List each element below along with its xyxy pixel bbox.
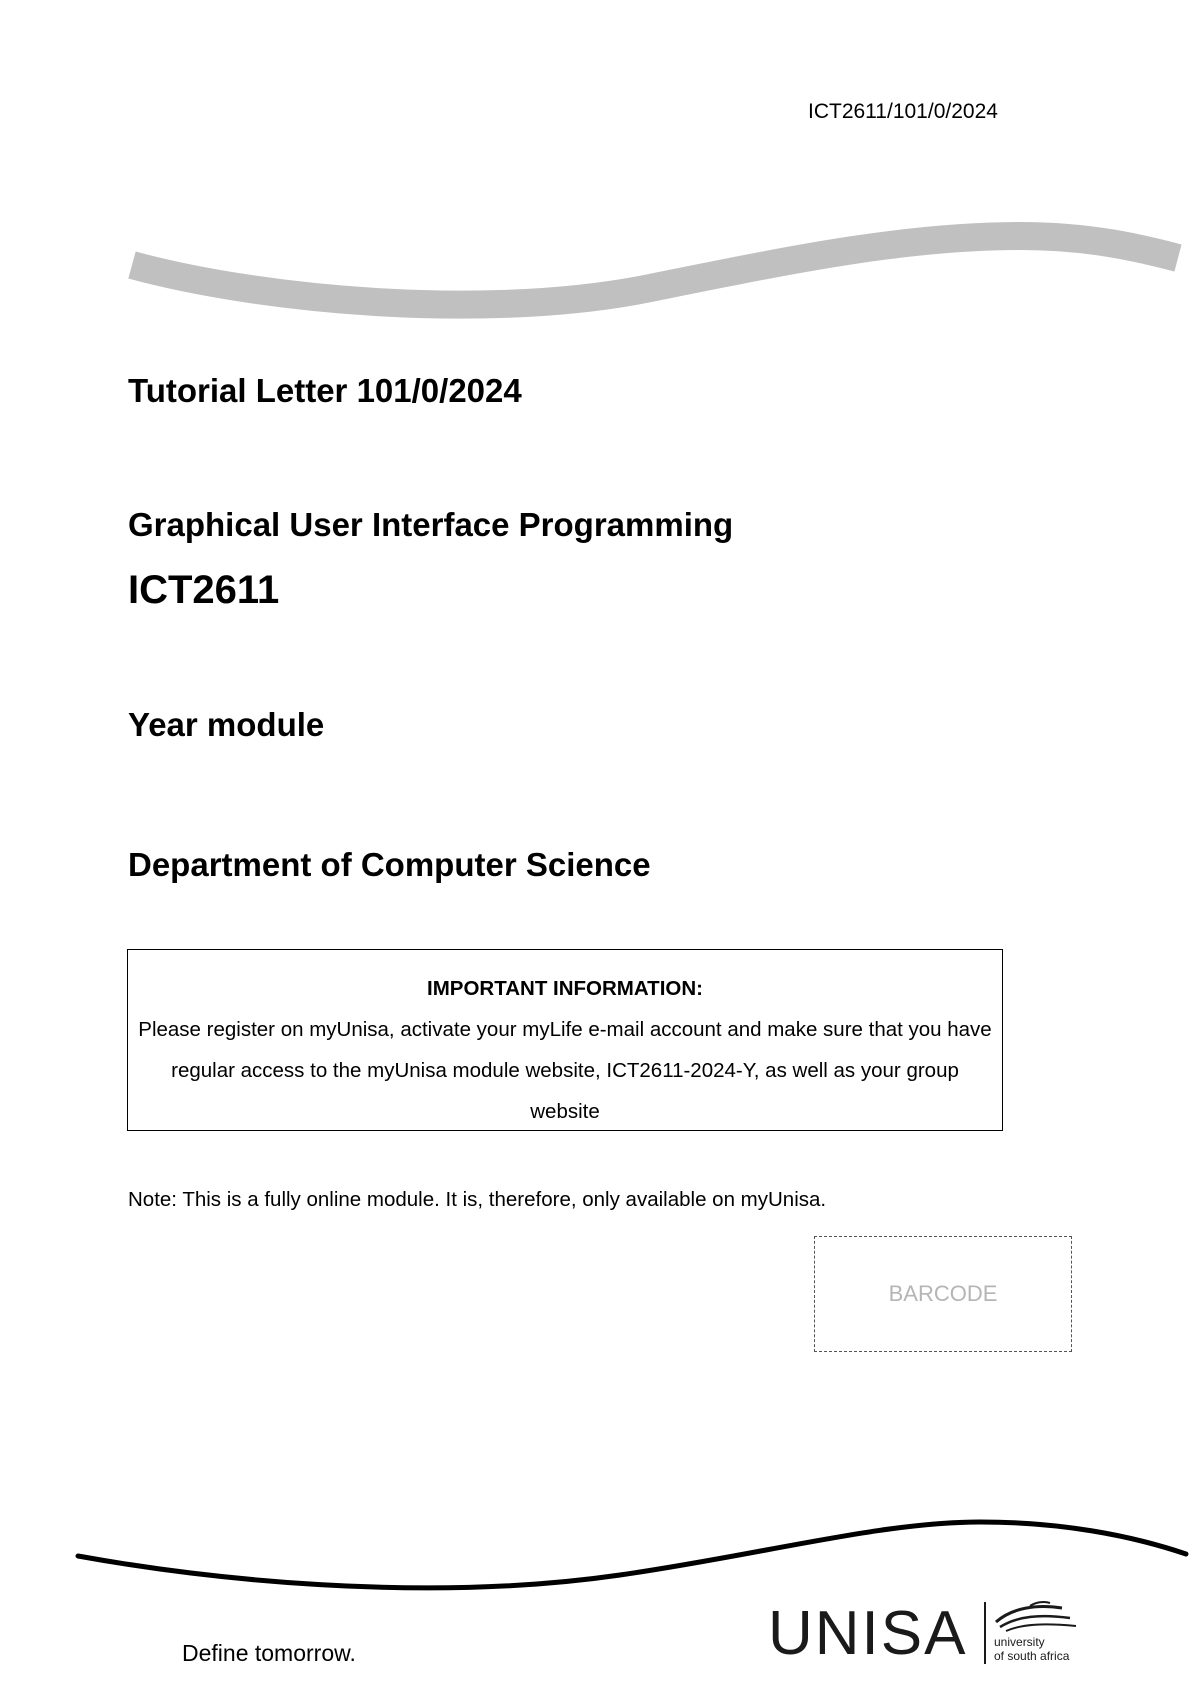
- barcode-label: BARCODE: [888, 1281, 998, 1306]
- tagline: Define tomorrow.: [182, 1640, 356, 1666]
- logo-subtitle-line2: of south africa: [994, 1649, 1070, 1663]
- unisa-logo-wordmark: UNISA: [768, 1599, 968, 1668]
- top-gray-wave: [132, 236, 1178, 305]
- bottom-black-wave: [78, 1522, 1186, 1588]
- tutorial-letter-title: Tutorial Letter 101/0/2024: [128, 372, 522, 409]
- document-reference: ICT2611/101/0/2024: [808, 100, 998, 123]
- logo-subtitle-line1: university: [994, 1635, 1045, 1649]
- module-code: ICT2611: [128, 568, 280, 612]
- barcode-placeholder: [814, 1236, 1072, 1352]
- important-information-box: [127, 949, 1003, 1131]
- module-type: Year module: [128, 706, 325, 743]
- unisa-emblem-icon: [992, 1600, 1082, 1634]
- department-name: Department of Computer Science: [128, 846, 651, 883]
- important-information-heading: IMPORTANT INFORMATION:: [427, 977, 703, 1000]
- logo-divider: [984, 1602, 986, 1664]
- module-name: Graphical User Interface Programming: [128, 506, 734, 543]
- online-module-note: Note: This is a fully online module. It is, therefore, only available on myUnisa.: [128, 1188, 827, 1211]
- important-information-body: Please register on myUnisa, activate your myLife e-mail account and make sure that you have regular access to the myUnisa module website, ICT2611-2024-Y, as well as your group website: [138, 1018, 992, 1123]
